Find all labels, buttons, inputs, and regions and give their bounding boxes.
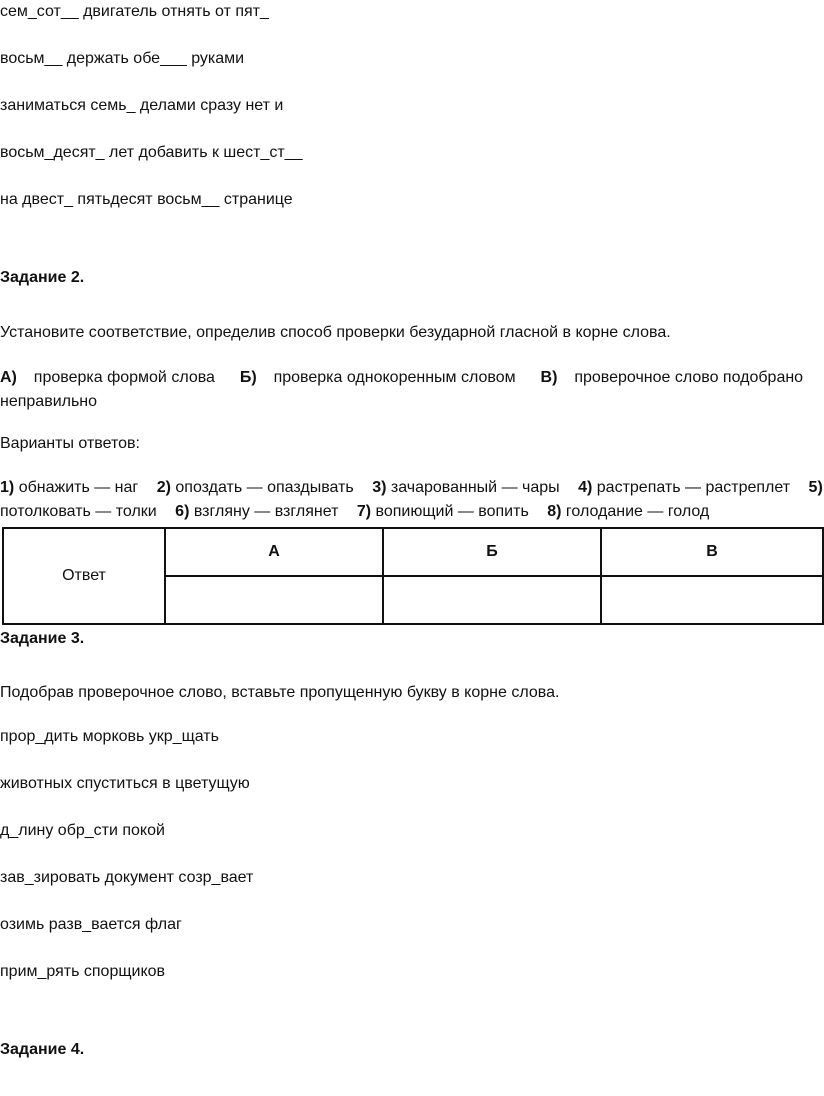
variants-line-2 — [0, 502, 709, 522]
task2-options-continuation: неправильно — [0, 393, 98, 410]
task3-line: прор_дить морковь укр_щать — [0, 728, 219, 745]
answer-cell-b[interactable] — [383, 576, 601, 624]
variant-text: обнажить — наг — [18, 479, 139, 496]
option-text-a: проверка формой слова — [33, 369, 215, 386]
variant-num: 7) — [356, 503, 372, 520]
variant-num: 6) — [175, 503, 190, 520]
task3-line: зав_зировать документ созр_вает — [0, 869, 254, 886]
variants-line-1 — [0, 478, 823, 498]
option-key-v: В) — [540, 369, 558, 386]
variant-text: взгляну — взглянет — [193, 503, 339, 520]
variant-num: 4) — [578, 479, 593, 496]
task2-options — [0, 368, 803, 388]
variant-text: растрепать — растреплет — [596, 479, 791, 496]
variant-num: 5) — [808, 479, 823, 496]
variant-num: 1) — [0, 479, 15, 496]
task3-line: животных спуститься в цветущую — [0, 775, 250, 792]
task3-line: д_лину обр_сти покой — [0, 822, 165, 839]
answer-row-label: Ответ — [3, 528, 165, 624]
variant-text: зачарованный — чары — [390, 479, 560, 496]
variant-text: опоздать — опаздывать — [175, 479, 354, 496]
answer-col-header-v: В — [601, 528, 823, 576]
task3-line: озимь разв_вается флаг — [0, 916, 182, 933]
variant-text: вопиющий — вопить — [375, 503, 529, 520]
task4-title: Задание 4. — [0, 1041, 85, 1058]
option-text-v: проверочное слово подобрано — [574, 369, 804, 386]
task1-line: на двест_ пятьдесят восьм__ странице — [0, 191, 293, 208]
option-key-b: Б) — [239, 369, 257, 386]
task1-line: сем_сот__ двигатель отнять от пят_ — [0, 3, 269, 20]
task1-line: восьм__ держать обе___ руками — [0, 50, 245, 67]
task3-line: прим_рять спорщиков — [0, 963, 166, 980]
variant-text: голодание — голод — [565, 503, 710, 520]
answer-cell-a[interactable] — [165, 576, 383, 624]
answer-col-header-a: А — [165, 528, 383, 576]
variant-num: 8) — [547, 503, 562, 520]
task2-instruction: Установите соответствие, определив способ проверки безударной гласной в корне слова. — [0, 324, 671, 341]
variants-label: Варианты ответов: — [0, 435, 140, 452]
task1-line: заниматься семь_ делами сразу нет и — [0, 97, 284, 114]
option-text-b: проверка однокоренным словом — [273, 369, 516, 386]
variant-num: 3) — [372, 479, 387, 496]
task3-title: Задание 3. — [0, 630, 85, 647]
variant-text: потолковать — толки — [0, 503, 157, 520]
task3-instruction: Подобрав проверочное слово, вставьте пропущенную букву в корне слова. — [0, 684, 560, 701]
answer-table — [2, 527, 824, 625]
variant-num: 2) — [156, 479, 171, 496]
answer-col-header-b: Б — [383, 528, 601, 576]
option-key-a: А) — [0, 369, 17, 386]
task2-title: Задание 2. — [0, 269, 85, 286]
answer-cell-v[interactable] — [601, 576, 823, 624]
task1-line: восьм_десят_ лет добавить к шест_ст__ — [0, 144, 303, 161]
